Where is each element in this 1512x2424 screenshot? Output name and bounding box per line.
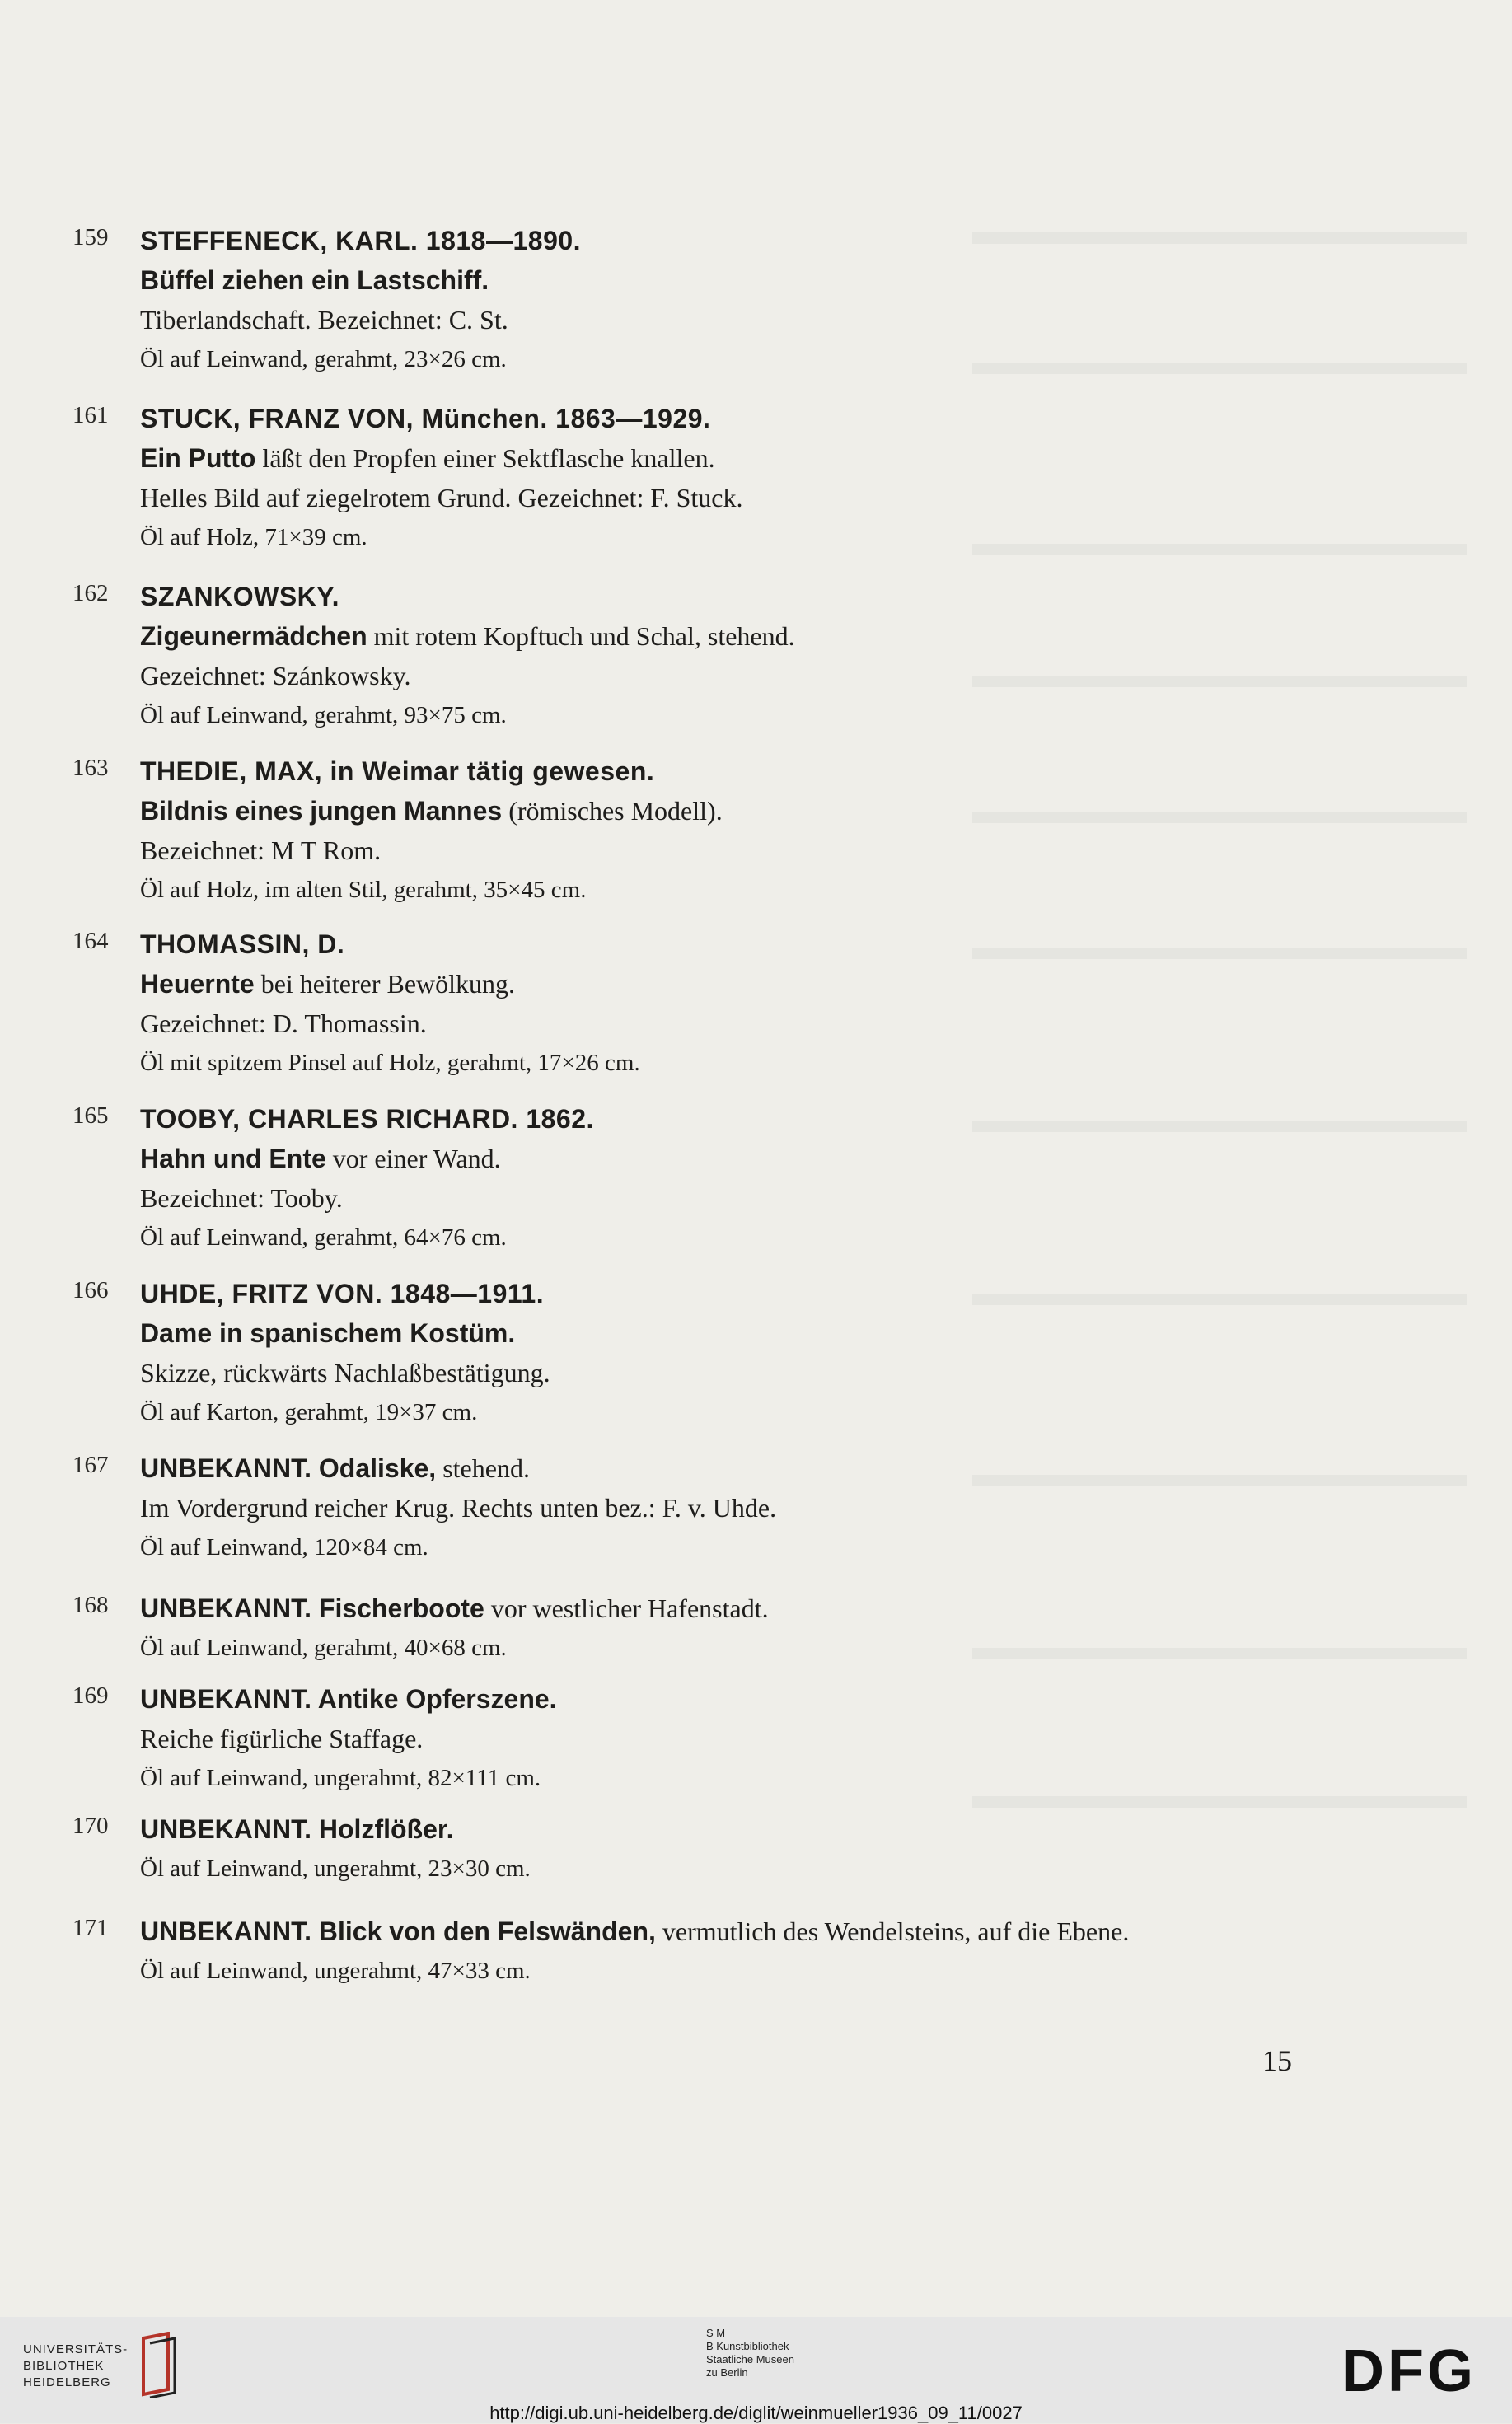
catalog-entry <box>73 399 1473 557</box>
artwork-title-rest: vor einer Wand. <box>325 1144 501 1173</box>
lot-number: 162 <box>73 580 109 606</box>
sm-logo-line: B Kunstbibliothek <box>706 2340 789 2352</box>
description-line: Bezeichnet: M T Rom. <box>140 835 382 865</box>
artwork-title: Büffel ziehen ein Lastschiff. <box>140 265 489 295</box>
artwork-title: Ein Putto <box>140 443 256 473</box>
catalog-entry <box>73 1679 1473 1798</box>
entry-heading-rest: vermutlich des Wendelsteins, auf die Ebene. <box>655 1916 1130 1946</box>
description-line: Helles Bild auf ziegelrotem Grund. Gezeichnet: F. Stuck. <box>140 483 743 512</box>
lot-number: 164 <box>73 928 109 954</box>
artist-heading: THOMASSIN, D. <box>140 929 345 959</box>
medium-dimensions: Öl auf Leinwand, gerahmt, 23×26 cm. <box>140 346 507 372</box>
library-name-line: UNIVERSITÄTS- <box>23 2342 129 2356</box>
description-line: Skizze, rückwärts Nachlaßbestätigung. <box>140 1358 550 1387</box>
kunstbibliothek-logo <box>706 2327 794 2380</box>
medium-dimensions: Öl auf Holz, 71×39 cm. <box>140 524 367 550</box>
dfg-logo: DFG <box>1341 2338 1477 2404</box>
medium-dimensions: Öl auf Leinwand, gerahmt, 93×75 cm. <box>140 702 507 728</box>
page-number: 15 <box>1262 2044 1292 2077</box>
artwork-title-rest: (römisches Modell). <box>502 796 723 826</box>
university-library-logo <box>23 2342 128 2391</box>
lot-number: 165 <box>73 1102 109 1129</box>
artwork-title: Hahn und Ente <box>140 1144 326 1173</box>
catalog-entry <box>73 1912 1473 1991</box>
lot-number: 163 <box>73 755 109 781</box>
artwork-title-rest: läßt den Propfen einer Sektflasche knallen. <box>255 443 715 473</box>
artist-heading: SZANKOWSKY. <box>140 582 339 611</box>
description-line: Tiberlandschaft. Bezeichnet: C. St. <box>140 305 508 335</box>
artist-heading: STEFFENECK, KARL. 1818—1890. <box>140 226 582 255</box>
lot-number: 161 <box>73 402 109 428</box>
artwork-title: Bildnis eines jungen Mannes <box>140 796 503 826</box>
catalog-entry <box>73 1099 1473 1257</box>
entry-heading: UNBEKANNT. Antike Opferszene. <box>140 1684 557 1714</box>
library-name-line: BIBLIOTHEK <box>23 2359 105 2373</box>
medium-dimensions: Öl mit spitzem Pinsel auf Holz, gerahmt, 17×26 cm. <box>140 1050 640 1076</box>
sm-logo-line: S M <box>706 2327 726 2339</box>
lot-number: 166 <box>73 1277 109 1303</box>
artwork-title: Zigeunermädchen <box>140 621 367 651</box>
artist-heading: THEDIE, MAX, in Weimar tätig gewesen. <box>140 756 655 786</box>
catalog-entry <box>73 221 1473 379</box>
medium-dimensions: Öl auf Leinwand, ungerahmt, 82×111 cm. <box>140 1765 541 1791</box>
artist-heading: STUCK, FRANZ VON, München. 1863—1929. <box>140 404 711 433</box>
medium-dimensions: Öl auf Leinwand, gerahmt, 64×76 cm. <box>140 1224 507 1251</box>
medium-dimensions: Öl auf Leinwand, ungerahmt, 23×30 cm. <box>140 1855 531 1882</box>
catalog-entry <box>73 751 1473 910</box>
artwork-title: Dame in spanischem Kostüm. <box>140 1318 516 1348</box>
catalog-entry <box>73 924 1473 1083</box>
medium-dimensions: Öl auf Leinwand, gerahmt, 40×68 cm. <box>140 1635 507 1661</box>
artwork-title: Heuernte <box>140 969 255 999</box>
entry-heading-rest: stehend. <box>436 1453 530 1483</box>
source-url[interactable]: http://digi.ub.uni-heidelberg.de/diglit/weinmueller1936_09_11/0027 <box>489 2403 1023 2423</box>
description-line: Bezeichnet: Tooby. <box>140 1183 343 1213</box>
lot-number: 167 <box>73 1452 109 1478</box>
sm-logo-line: Staatliche Museen <box>706 2353 794 2366</box>
artwork-title-rest: bei heiterer Bewölkung. <box>254 969 516 999</box>
library-name-line: HEIDELBERG <box>23 2375 111 2389</box>
entry-heading: UNBEKANNT. Fischerboote <box>140 1593 484 1623</box>
lot-number: 170 <box>73 1813 109 1839</box>
catalog-entry <box>73 1274 1473 1432</box>
lot-number: 159 <box>73 224 109 250</box>
lot-number: 168 <box>73 1592 109 1618</box>
entry-heading: UNBEKANNT. Odaliske, <box>140 1453 437 1483</box>
catalog-entry <box>73 1448 1473 1567</box>
artwork-title-rest: mit rotem Kopftuch und Schal, stehend. <box>367 621 795 651</box>
description-line: Gezeichnet: D. Thomassin. <box>140 1008 427 1038</box>
medium-dimensions: Öl auf Karton, gerahmt, 19×37 cm. <box>140 1399 478 1425</box>
medium-dimensions: Öl auf Leinwand, 120×84 cm. <box>140 1534 428 1561</box>
library-emblem-icon <box>138 2332 180 2398</box>
artist-heading: TOOBY, CHARLES RICHARD. 1862. <box>140 1104 594 1134</box>
digitization-footer <box>0 2317 1512 2423</box>
entry-heading: UNBEKANNT. Holzflößer. <box>140 1814 454 1844</box>
entry-heading: UNBEKANNT. Blick von den Felswänden, <box>140 1916 656 1946</box>
lot-number: 169 <box>73 1682 109 1709</box>
show-through-mark <box>972 1796 1467 1808</box>
entry-heading-rest: vor westlicher Hafenstadt. <box>484 1593 769 1623</box>
artist-heading: UHDE, FRITZ VON. 1848—1911. <box>140 1279 545 1308</box>
catalog-entry <box>73 577 1473 735</box>
lot-number: 171 <box>73 1915 109 1941</box>
description-line: Reiche figürliche Staffage. <box>140 1724 424 1753</box>
catalog-entry <box>73 1809 1473 1888</box>
medium-dimensions: Öl auf Holz, im alten Stil, gerahmt, 35×45 cm. <box>140 877 587 903</box>
description-line: Im Vordergrund reicher Krug. Rechts unten bez.: F. v. Uhde. <box>140 1493 777 1523</box>
description-line: Gezeichnet: Szánkowsky. <box>140 661 411 690</box>
sm-logo-line: zu Berlin <box>706 2366 748 2379</box>
catalog-entry <box>73 1589 1473 1668</box>
medium-dimensions: Öl auf Leinwand, ungerahmt, 47×33 cm. <box>140 1958 531 1984</box>
